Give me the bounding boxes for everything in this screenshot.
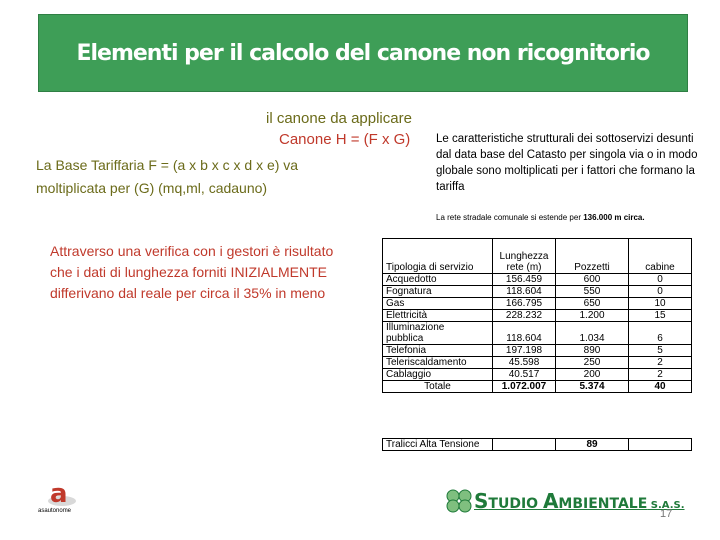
canone-formula: Canone H = (F x G) (279, 131, 411, 148)
table-cell: 45.598 (493, 357, 556, 369)
agenzia-logo-caption: asautonome (38, 508, 72, 514)
table-row (383, 439, 692, 451)
studio-initial-s: S (474, 489, 489, 513)
total-label: Totale (383, 381, 493, 393)
tralicci-label: Tralicci Alta Tensione (383, 439, 493, 451)
table-row (383, 369, 692, 381)
table-row (383, 322, 692, 334)
total-pozzetti: 5.374 (556, 381, 629, 393)
table-cell: 5 (629, 345, 692, 357)
table-cell (556, 322, 629, 334)
table-cell (629, 322, 692, 334)
slide-title-bar (38, 14, 688, 92)
tralicci-empty (629, 439, 692, 451)
studio-name (474, 489, 685, 513)
total-cabine: 40 (629, 381, 692, 393)
table-cell (493, 322, 556, 334)
table-cell: Telefonia (383, 345, 493, 357)
table-cell: 40.517 (493, 369, 556, 381)
table-cell: 118.604 (493, 286, 556, 298)
network-value: 136.000 m circa. (583, 213, 645, 222)
table-cell: 10 (629, 298, 692, 310)
table-cell: pubblica (383, 333, 493, 345)
table-row (383, 274, 692, 286)
network-extent (436, 213, 645, 222)
table-row (383, 345, 692, 357)
svg-text:a: a (50, 479, 68, 509)
table-cell: 166.795 (493, 298, 556, 310)
table-cell: 1.200 (556, 310, 629, 322)
table-header-row (383, 239, 692, 274)
table-cell: 2 (629, 369, 692, 381)
table-cell: Gas (383, 298, 493, 310)
studio-sas: S.A.S. (647, 500, 685, 511)
table-cell: Teleriscaldamento (383, 357, 493, 369)
table-row (383, 310, 692, 322)
table-row (383, 286, 692, 298)
base-tariffaria-line2: moltiplicata per (G) (mq,ml, cadauno) (36, 180, 268, 196)
table-cell: Illuminazione (383, 322, 493, 334)
header-lunghezza: Lunghezza rete (m) (493, 239, 556, 274)
clover-icon (444, 489, 474, 513)
header-cabine: cabine (629, 239, 692, 274)
table-cell: 650 (556, 298, 629, 310)
table-cell: Cablaggio (383, 369, 493, 381)
table-cell: 550 (556, 286, 629, 298)
studio-word-rest2: MBIENTALE (558, 496, 648, 512)
verification-note: Attraverso una verifica con i gestori è risultato che i dati di lunghezza forniti INIZIALMENTE differivano dal reale per circa il 35% in meno (50, 243, 334, 301)
studio-initial-a: A (542, 489, 559, 513)
table-row (383, 333, 692, 345)
description-text: Le caratteristiche strutturali dei sottoservizi desunti dal data base del Catasto per singola via o in modo globale sono moltiplicati per i fattori che formano la tariffa (436, 133, 698, 193)
studio-word-rest: TUDIO (488, 496, 543, 512)
table-cell: 0 (629, 274, 692, 286)
table-cell: 197.198 (493, 345, 556, 357)
studio-ambientale-logo (444, 489, 685, 513)
total-lunghezza: 1.072.007 (493, 381, 556, 393)
table-row (383, 357, 692, 369)
table-cell: 6 (629, 333, 692, 345)
table-cell: 228.232 (493, 310, 556, 322)
table-cell: Fognatura (383, 286, 493, 298)
table-cell: 2 (629, 357, 692, 369)
table-row (383, 298, 692, 310)
table-total-row (383, 381, 692, 393)
tralicci-empty (493, 439, 556, 451)
table-cell: 200 (556, 369, 629, 381)
slide-title: Elementi per il calcolo del canone non ricognitorio (76, 40, 650, 66)
table-cell: 890 (556, 345, 629, 357)
table-cell: 15 (629, 310, 692, 322)
table-cell: 600 (556, 274, 629, 286)
base-tariffaria-line1: La Base Tariffaria F = (a x b x c x d x e) va (36, 157, 299, 173)
services-table (382, 238, 692, 393)
table-cell: Acquedotto (383, 274, 493, 286)
header-tipologia: Tipologia di servizio (383, 239, 493, 274)
tralicci-value: 89 (556, 439, 629, 451)
table-cell: Elettricità (383, 310, 493, 322)
table-cell: 118.604 (493, 333, 556, 345)
network-prefix: La rete stradale comunale si estende per (436, 213, 581, 222)
page-number: 17 (660, 508, 673, 520)
table-cell: 0 (629, 286, 692, 298)
table-cell: 250 (556, 357, 629, 369)
tralicci-table (382, 438, 692, 451)
table-cell: 1.034 (556, 333, 629, 345)
header-pozzetti: Pozzetti (556, 239, 629, 274)
canone-heading: il canone da applicare (266, 110, 412, 127)
table-cell: 156.459 (493, 274, 556, 286)
